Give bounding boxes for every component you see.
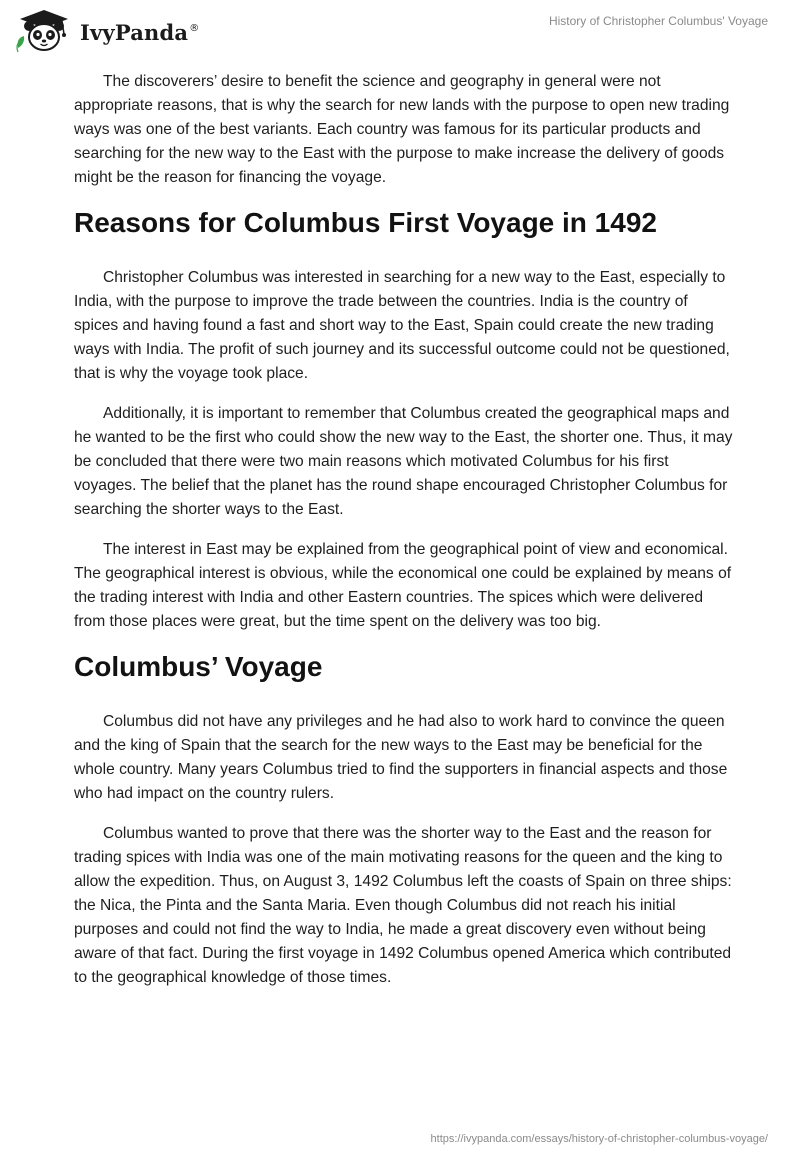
brand-text: IvyPanda [80,20,189,45]
section-heading-reasons: Reasons for Columbus First Voyage in 1492 [74,207,657,238]
page-header [0,0,800,62]
paragraph: Additionally, it is important to remember that Columbus created the geographical maps and he wanted to be the first who could show the new way to the East, the shorter one. Thus, it may be concluded that there were two main reasons which motivated Columbus for his first voyages. The belief that the planet has the round shape encouraged Christopher Columbus for searching the shorter ways to the East. [74,405,733,518]
registered-mark: ® [189,23,200,34]
source-url[interactable]: https://ivypanda.com/essays/history-of-christopher-columbus-voyage/ [430,1133,768,1145]
document-title: History of Christopher Columbus' Voyage [548,14,768,28]
essay-content [74,70,734,1006]
paragraph: Christopher Columbus was interested in searching for a new way to the East, especially to India, with the purpose to improve the trade between the countries. India is the country of spices and having found a fast and short way to the East, Spain could create the new trading ways with India. The profit of such journey and its successful outcome could not be questioned, that is why the voyage took place. [74,269,730,382]
panda-graduate-logo-icon[interactable] [14,8,74,54]
paragraph: Columbus did not have any privileges and he had also to work hard to convince the queen and the king of Spain that the search for the new ways to the East may be beneficial for the whole country. Many years Columbus tried to find the supporters in financial aspects and those who had impact on the country rulers. [74,713,728,802]
intro-paragraph: The discoverers’ desire to benefit the science and geography in general were not appropriate reasons, that is why the search for new lands with the purpose to open new trading ways was one of the best variants. Each country was famous for its particular products and searching for the new way to the East with the purpose to make increase the delivery of goods might be the reason for financing the voyage. [74,73,730,186]
brand-name[interactable] [80,20,199,45]
section-heading-voyage: Columbus’ Voyage [74,651,323,682]
paragraph: Columbus wanted to prove that there was the shorter way to the East and the reason for trading spices with India was one of the main motivating reasons for the queen and the king to allow the expedition. Thus, on August 3, 1492 Columbus left the coasts of Spain on three ships: the Nica, the Pinta and the Santa Maria. Even though Columbus did not reach his initial purposes and could not find the way to India, he made a great discovery even without being aware of that fact. During the first voyage in 1492 Columbus opened America which contributed to the geographical knowledge of those times. [74,825,732,986]
paragraph: The interest in East may be explained from the geographical point of view and economical. The geographical interest is obvious, while the economical one could be explained by means of the trading interest with India and other Eastern countries. The spices which were delivered from those places were great, but the time spent on the delivery was too big. [74,541,732,630]
